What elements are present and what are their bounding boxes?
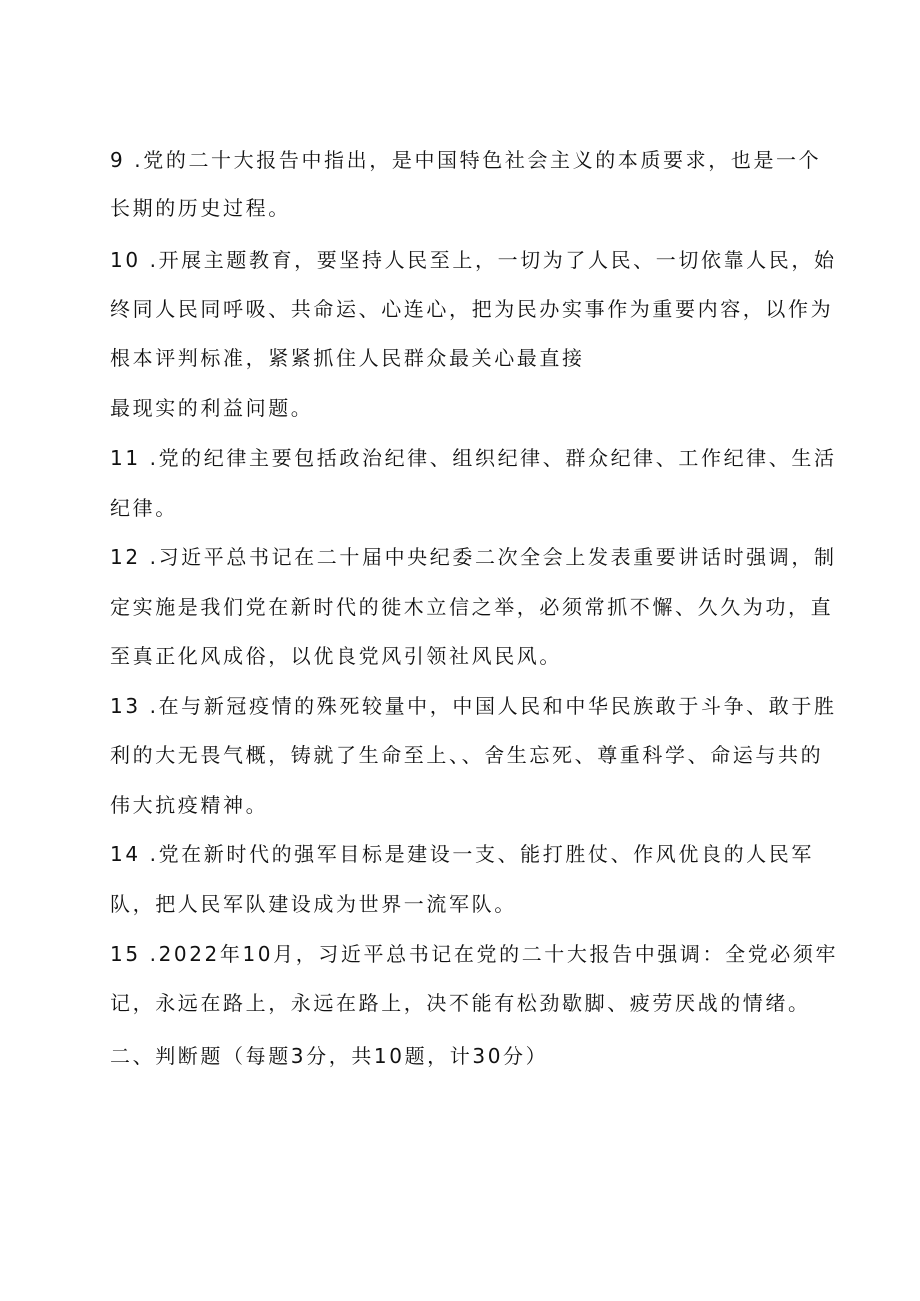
q13-line-1: 13 .在与新冠疫情的殊死较量中，中国人民和中华民族敢于斗争、敢于胜 [110, 694, 837, 718]
q11-line-2: 纪律。 [110, 496, 178, 520]
q10-line-2: 终同人民同呼吸、共命运、心连心，把为民办实事作为重要内容，以作为 [110, 297, 834, 321]
q14-line-1: 14 .党在新时代的强军目标是建设一支、能打胜仗、作风优良的人民军 [110, 842, 814, 866]
q13-line-3: 伟大抗疫精神。 [110, 793, 269, 817]
q9-line-1: 9 .党的二十大报告中指出，是中国特色社会主义的本质要求，也是一个 [110, 148, 822, 172]
q10-line-3: 根本评判标准，紧紧抓住人民群众最关心最直接 [110, 346, 585, 370]
q15-line-1: 15 .2022年10月，习近平总书记在党的二十大报告中强调：全党必须牢 [110, 942, 839, 966]
q13-line-2: 利的大无畏气概，铸就了生命至上、、舍生忘死、尊重科学、命运与共的 [110, 743, 824, 767]
q12-line-1: 12 .习近平总书记在二十届中央纪委二次全会上发表重要讲话时强调，制 [110, 545, 837, 569]
q9-line-2: 长期的历史过程。 [110, 196, 291, 220]
q11-line-1: 11 .党的纪律主要包括政治纪律、组织纪律、群众纪律、工作纪律、生活 [110, 446, 837, 470]
q10-line-4: 最现实的利益问题。 [110, 396, 314, 420]
section-heading: 二、判断题（每题3分，共10题，计30分） [110, 1044, 549, 1068]
q12-line-3: 至真正化风成俗，以优良党风引领社风民风。 [110, 644, 562, 668]
q14-line-2: 队，把人民军队建设成为世界一流军队。 [110, 892, 517, 916]
q10-line-1: 10 .开展主题教育，要坚持人民至上，一切为了人民、一切依靠人民，始 [110, 248, 837, 272]
q12-line-2: 定实施是我们党在新时代的徙木立信之举，必须常抓不懈、久久为功，直 [110, 595, 834, 619]
q15-line-2: 记，永远在路上，永远在路上，决不能有松劲歇脚、疲劳厌战的情绪。 [110, 991, 811, 1015]
